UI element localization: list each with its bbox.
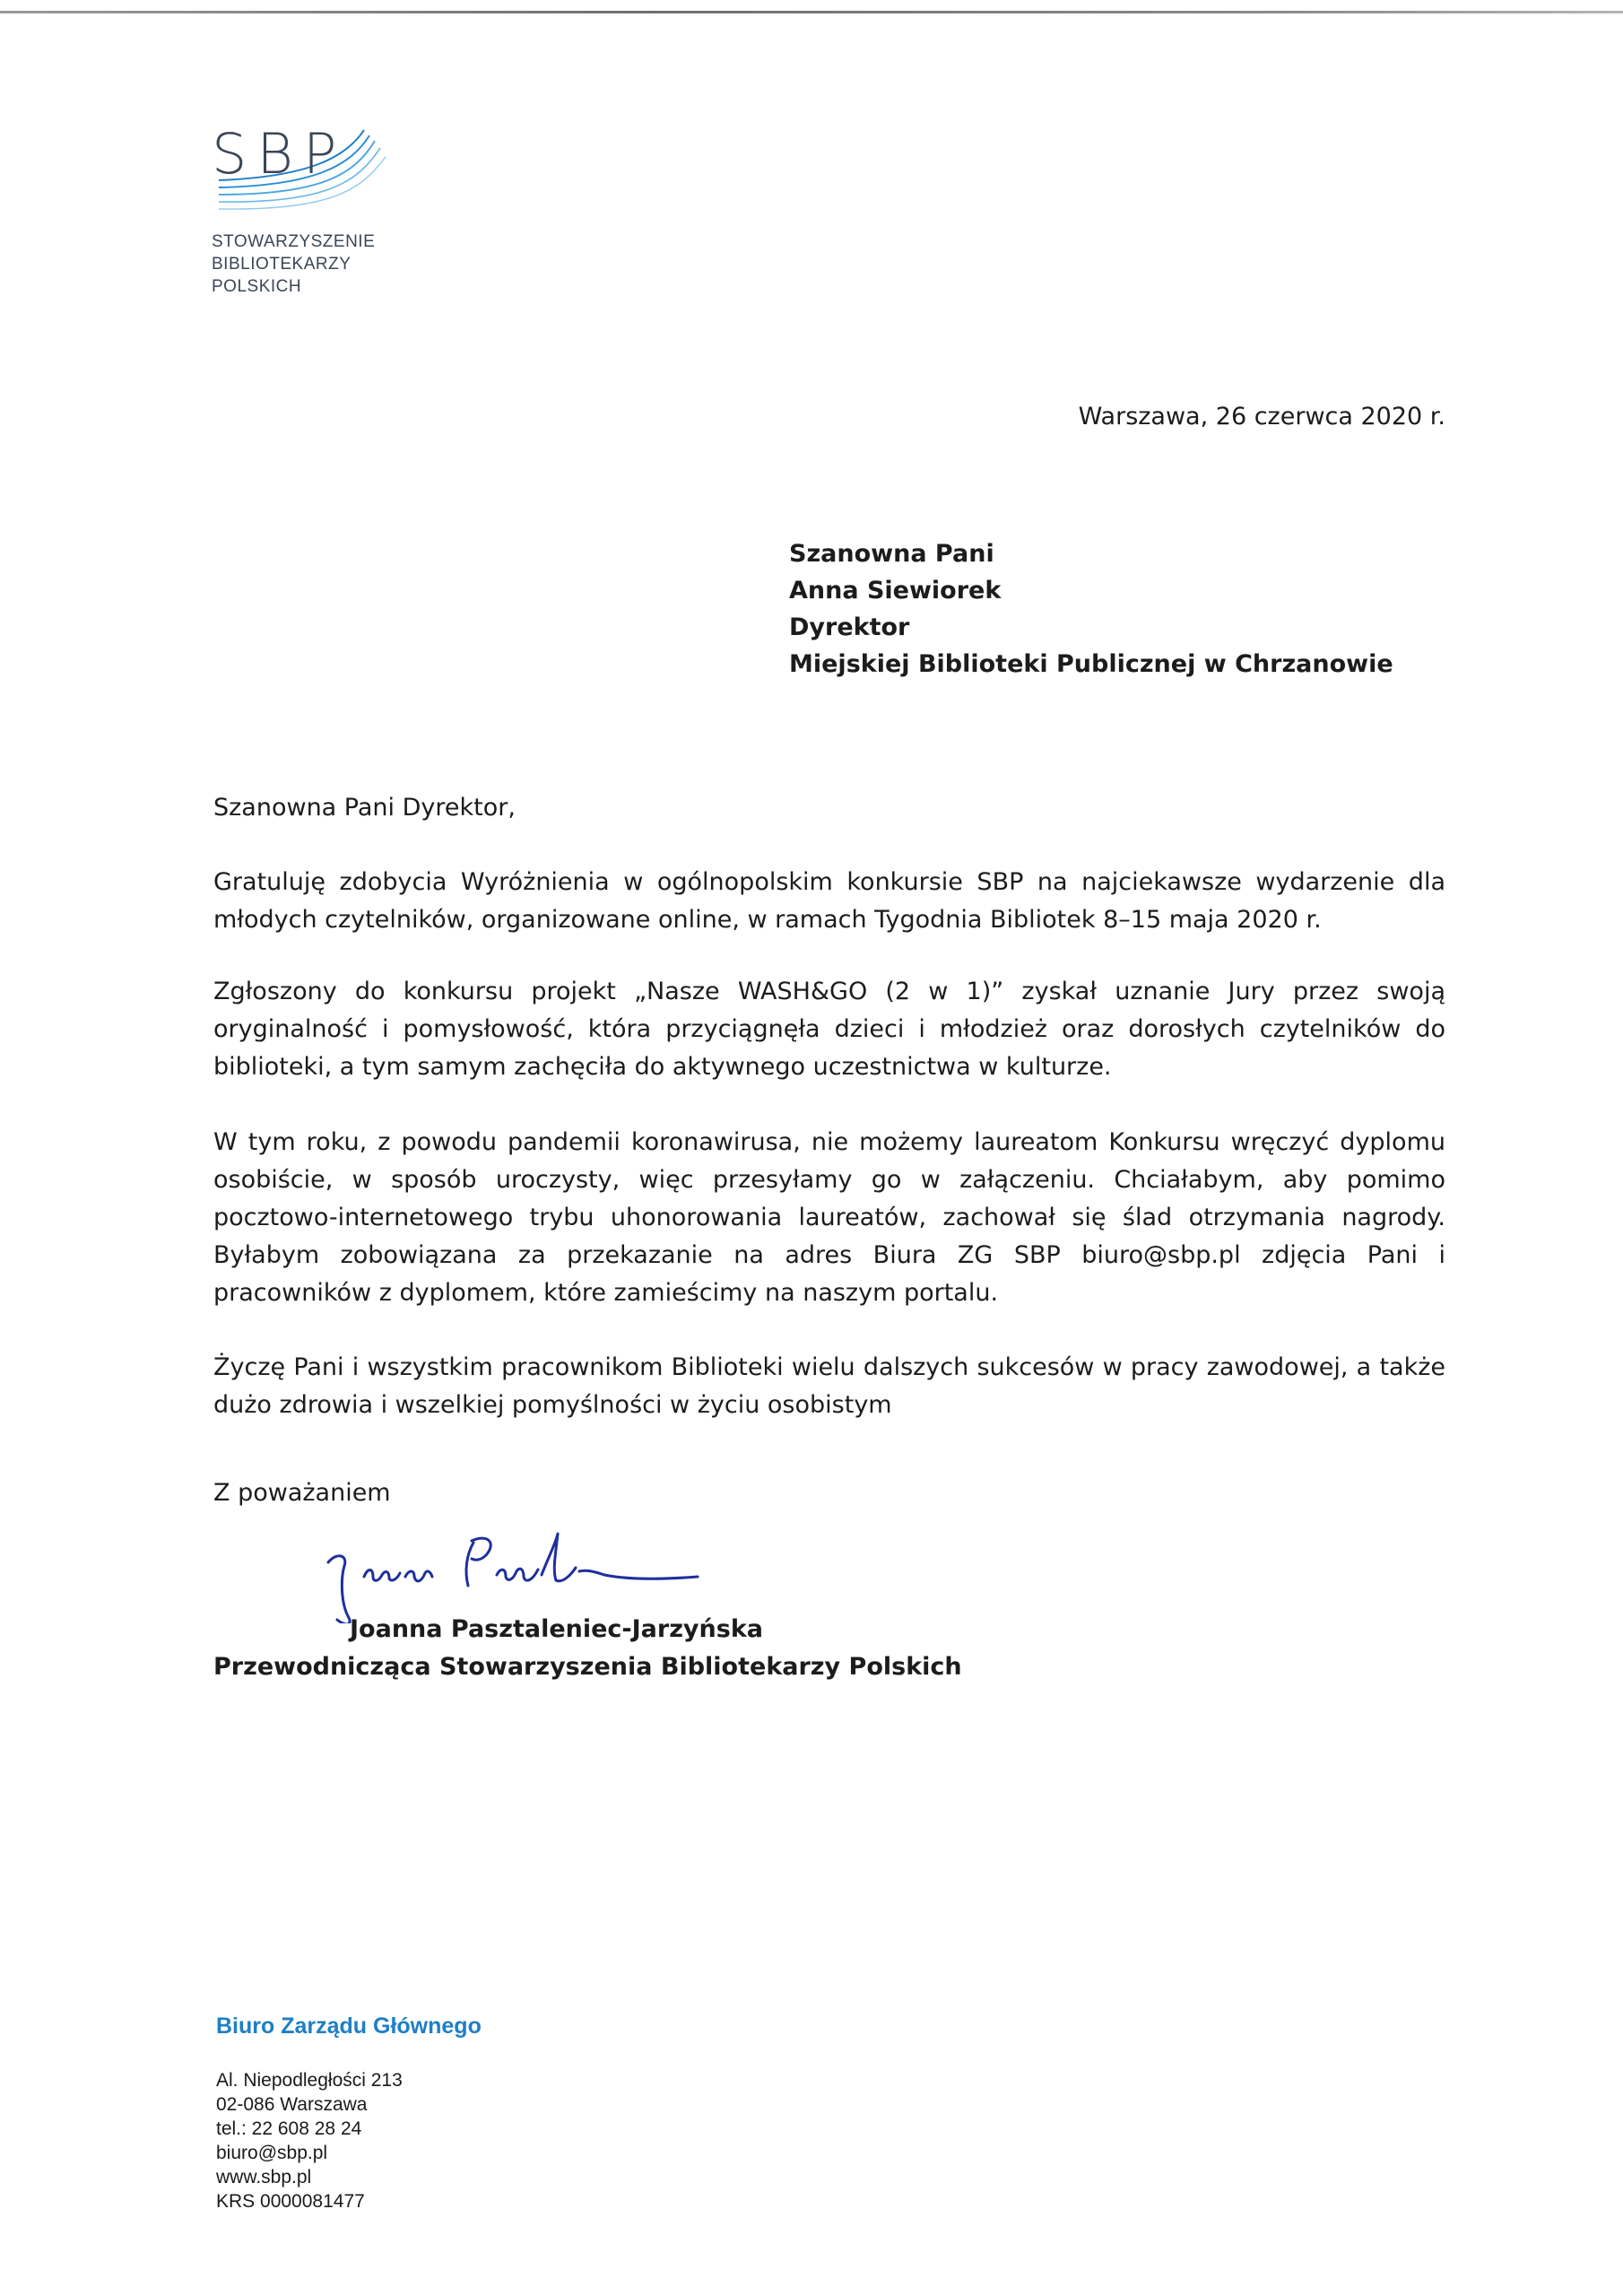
logo-abbreviation: SBP <box>212 121 347 187</box>
office-city: 02-086 Warszawa <box>216 2094 368 2115</box>
addressee-line: Dyrektor <box>789 613 910 641</box>
sbp-logo <box>212 121 400 309</box>
logo-full-name <box>212 230 375 298</box>
office-address: Al. Niepodległości 213 <box>216 2070 403 2091</box>
signer-name: Joanna Pasztaleniec-Jarzyńska <box>350 1615 764 1643</box>
addressee-line: Miejskiej Biblioteki Publicznej w Chrzanowie <box>789 650 1393 678</box>
paragraph-wishes: Życzę Pani i wszystkim pracownikom Biblioteki wielu dalszych sukcesów w pracy zawodowej, a także dużo zdrowia i wszelkiej pomyślności w życiu osobistym <box>213 1353 1445 1419</box>
salutation: Szanowna Pani Dyrektor, <box>213 794 516 822</box>
letter-date: Warszawa, 26 czerwca 2020 r. <box>1078 403 1445 430</box>
signer-block <box>213 1611 962 1686</box>
office-website: www.sbp.pl <box>216 2167 312 2187</box>
scan-top-edge <box>0 11 1623 13</box>
addressee-block <box>789 535 1393 683</box>
office-phone: tel.: 22 608 28 24 <box>216 2118 362 2139</box>
closing: Z poważaniem <box>213 1479 391 1507</box>
office-email: biuro@sbp.pl <box>216 2143 328 2163</box>
addressee-line: Szanowna Pani <box>789 540 994 568</box>
logo-name-line: POLSKICH <box>212 277 302 296</box>
logo-name-line: STOWARZYSZENIE <box>212 232 376 251</box>
paragraph-pandemic: W tym roku, z powodu pandemii koronawirusa, nie możemy laureatom Konkursu wręczyć dyplomu osobiście, w sposób uroczysty, więc przesyłamy go w załączeniu. Chciałabym, aby pomimo pocztowo-internetowego trybu uhonorowania laureatów, zachował się ślad otrzymania nagrody. Byłabym zobowiązana za przekazanie na adres Biura ZG SBP biuro@sbp.pl zdjęcia Pani i pracowników z dyplomem, które zamieścimy na naszym portalu. <box>213 1128 1445 1307</box>
paragraph-project: Zgłoszony do konkursu projekt „Nasze WASH&GO (2 w 1)” zyskał uznanie Jury przez swoją oryginalność i pomysłowość, która przyciągnęła dzieci i młodzież oraz dorosłych czytelników do biblioteki, a tym samym zachęciła do aktywnego uczestnictwa w kulturze. <box>213 978 1445 1081</box>
handwritten-signature <box>321 1516 716 1623</box>
office-contact <box>216 2068 403 2213</box>
addressee-line: Anna Siewiorek <box>789 577 1002 604</box>
logo-name-line: BIBLIOTEKARZY <box>212 255 352 274</box>
office-title: Biuro Zarządu Głównego <box>216 2013 482 2039</box>
office-krs: KRS 0000081477 <box>216 2191 365 2212</box>
paragraph-congratulations: Gratuluję zdobycia Wyróżnienia w ogólnopolskim konkursie SBP na najciekawsze wydarzenie dla młodych czytelników, organizowane online, w ramach Tygodnia Bibliotek 8–15 maja 2020 r. <box>213 868 1445 934</box>
signer-title: Przewodnicząca Stowarzyszenia Bibliotekarzy Polskich <box>213 1653 962 1681</box>
